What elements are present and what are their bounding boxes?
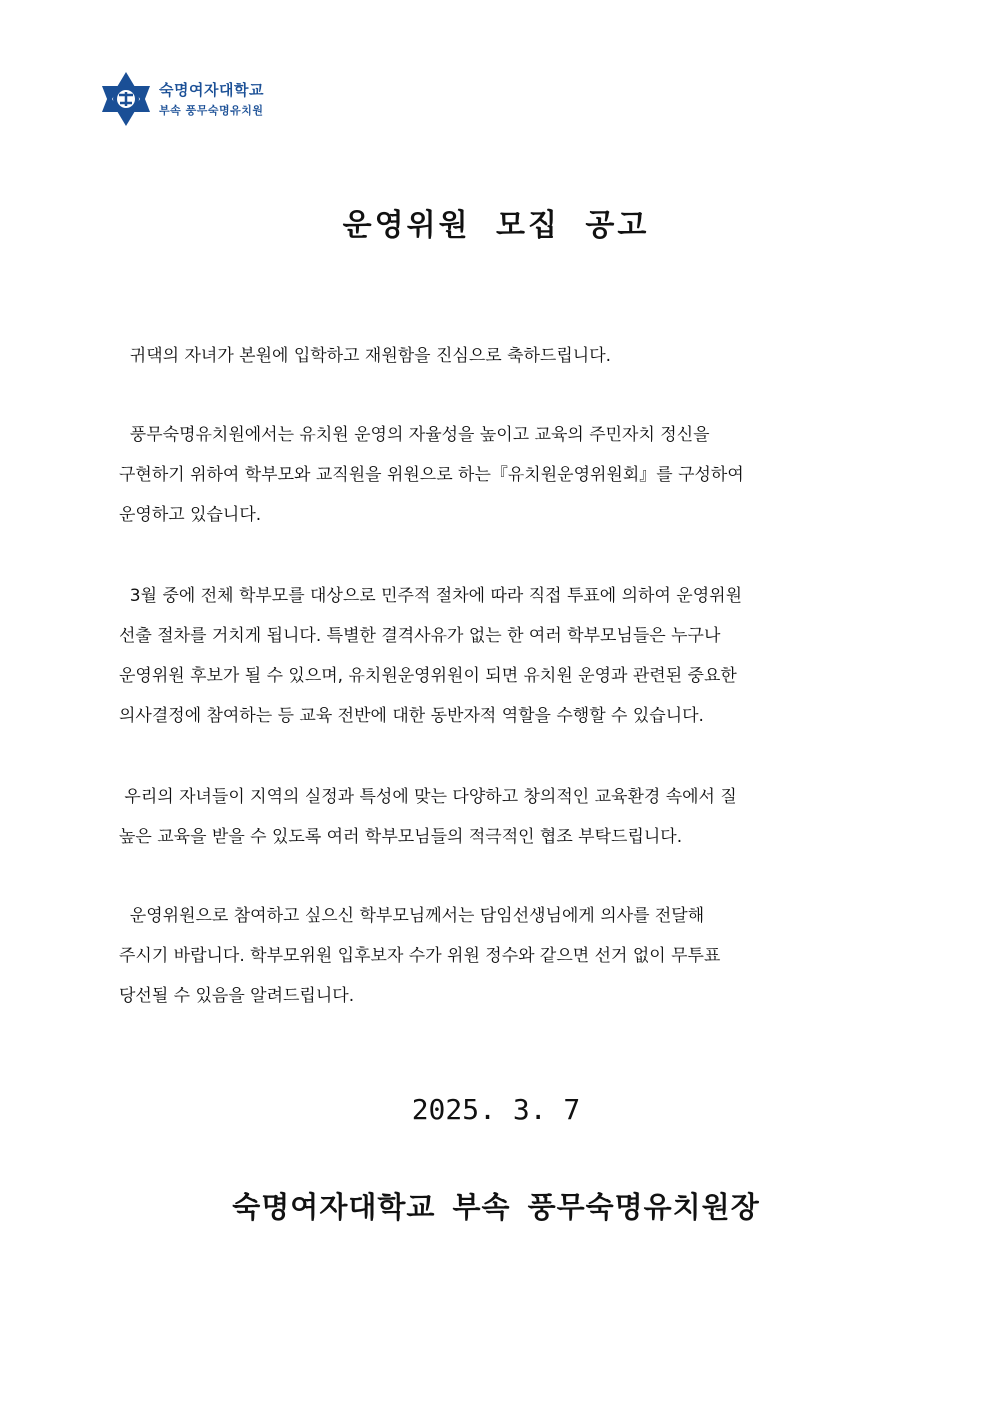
paragraph-congratulation bbox=[119, 336, 879, 376]
text-line: 당선될 수 있음을 알려드립니다. bbox=[119, 986, 355, 1006]
school-logo bbox=[97, 70, 297, 130]
text-line: 운영위원 후보가 될 수 있으며, 유치원운영위원이 되면 유치원 운영과 관련된 중요한 bbox=[119, 666, 737, 686]
star-emblem-icon bbox=[97, 70, 155, 128]
text-line: 구현하기 위하여 학부모와 교직원을 위원으로 하는『유치원운영위원회』를 구성하여 bbox=[119, 465, 744, 485]
text-line: 풍무숙명유치원에서는 유치원 운영의 자율성을 높이고 교육의 주민자치 정신을 bbox=[119, 425, 710, 445]
logo-university-name: 숙명여자대학교 bbox=[159, 81, 264, 99]
notice-title: 운영위원 모집 공고 bbox=[342, 208, 650, 243]
text-line: 운영하고 있습니다. bbox=[119, 505, 262, 525]
text-line: 귀댁의 자녀가 본원에 입학하고 재원함을 진심으로 축하드립니다. bbox=[119, 346, 612, 366]
paragraph-application-guide bbox=[119, 896, 879, 1016]
paragraph-election-process bbox=[119, 576, 879, 736]
paragraph-cooperation-request bbox=[119, 777, 879, 857]
logo-kindergarten-name: 부속 풍무숙명유치원 bbox=[159, 104, 264, 117]
text-line: 3월 중에 전체 학부모를 대상으로 민주적 절차에 따라 직접 투표에 의하여 운영위원 bbox=[119, 586, 742, 606]
signature-director: 숙명여자대학교 부속 풍무숙명유치원장 bbox=[232, 1190, 760, 1224]
paragraph-committee-intro bbox=[119, 415, 879, 535]
text-line: 주시기 바랍니다. 학부모위원 입후보자 수가 위원 정수와 같으면 선거 없이 무투표 bbox=[119, 946, 721, 966]
text-line: 선출 절차를 거치게 됩니다. 특별한 결격사유가 없는 한 여러 학부모님들은 누구나 bbox=[119, 626, 721, 646]
notice-date: 2025. 3. 7 bbox=[411, 1093, 581, 1126]
text-line: 의사결정에 참여하는 등 교육 전반에 대한 동반자적 역할을 수행할 수 있습니다. bbox=[119, 706, 704, 726]
text-line: 운영위원으로 참여하고 싶으신 학부모님께서는 담임선생님에게 의사를 전달해 bbox=[119, 906, 705, 926]
text-line: 우리의 자녀들이 지역의 실정과 특성에 맞는 다양하고 창의적인 교육환경 속에서 질 bbox=[119, 787, 737, 807]
text-line: 높은 교육을 받을 수 있도록 여러 학부모님들의 적극적인 협조 부탁드립니다. bbox=[119, 827, 683, 847]
